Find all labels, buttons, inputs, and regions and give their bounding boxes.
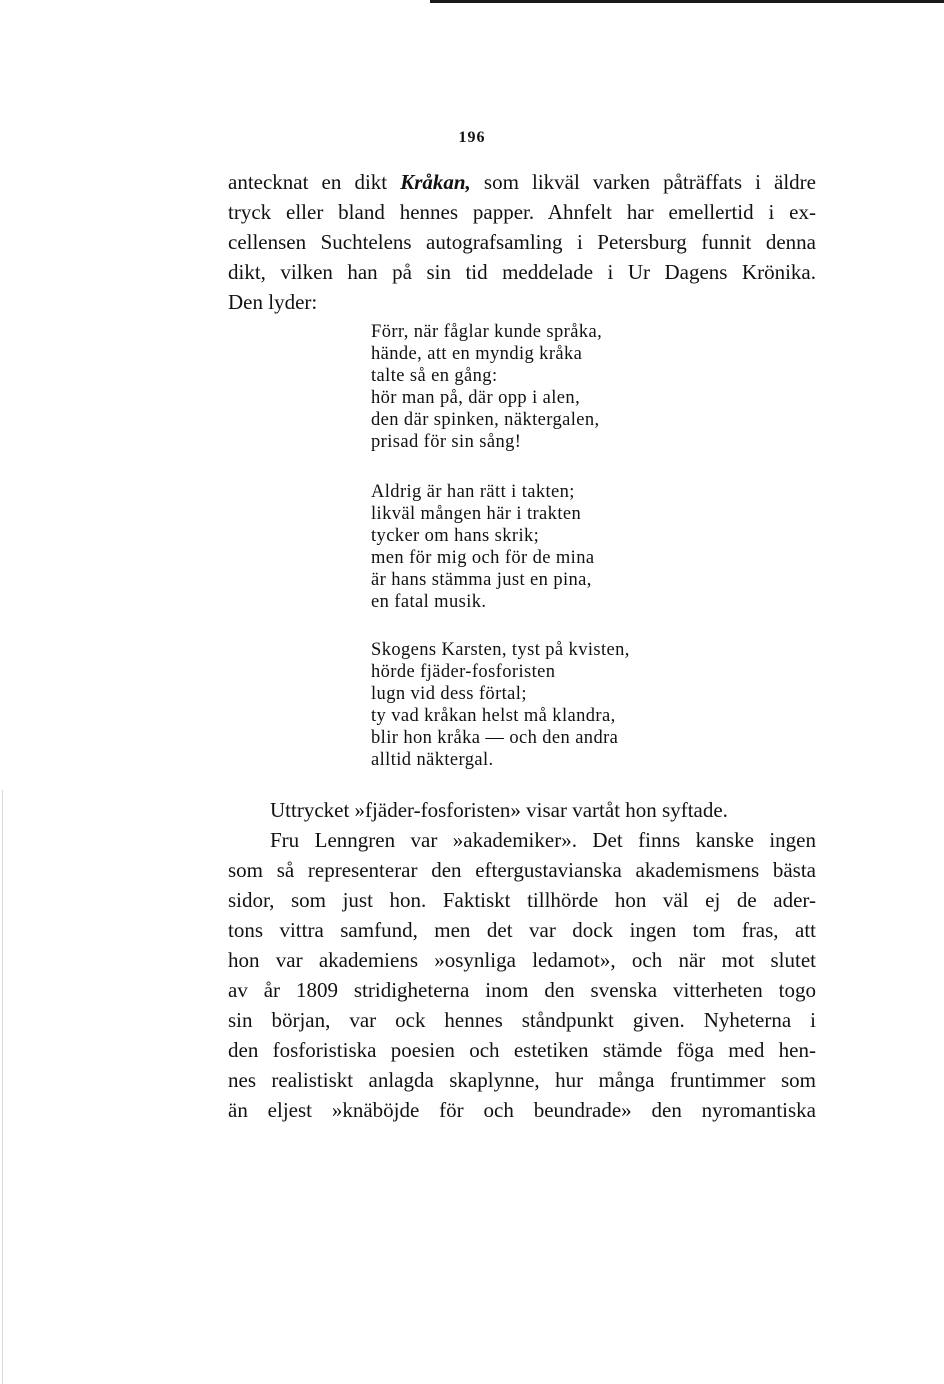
poem-stanza-1 <box>371 321 711 453</box>
poem-line: men för mig och för de mina <box>371 548 595 568</box>
poem-line: tycker om hans skrik; <box>371 526 540 546</box>
poem-line: talte så en gång: <box>371 366 498 386</box>
intro-paragraph <box>228 167 816 317</box>
poem-line: lugn vid dess förtal; <box>371 684 527 704</box>
closing-line-5: tons vittra samfund, men det var dock ingen tom fras, att <box>228 918 816 942</box>
closing-line-11: än eljest »knäböjde för och beundrade» den nyromantiska <box>228 1098 816 1122</box>
closing-line-2: Fru Lenngren var »akademiker». Det finns kanske ingen <box>270 828 816 852</box>
top-edge-rule <box>430 0 944 3</box>
closing-line-10: nes realistiskt anlagda skaplynne, hur många fruntimmer som <box>228 1068 816 1092</box>
poem-line: en fatal musik. <box>371 592 487 612</box>
poem-line: Skogens Karsten, tyst på kvisten, <box>371 640 630 660</box>
poem-line: hör man på, där opp i alen, <box>371 388 581 408</box>
closing-line-3: som så representerar den eftergustavianska akademismens bästa <box>228 858 816 882</box>
poem-line: Aldrig är han rätt i takten; <box>371 482 575 502</box>
poem-line: alltid näktergal. <box>371 750 494 770</box>
poem-line: blir hon kråka — och den andra <box>371 728 619 748</box>
poem-stanza-2 <box>371 481 711 613</box>
poem-line: den där spinken, näktergalen, <box>371 410 600 430</box>
poem-stanza-3 <box>371 639 711 771</box>
poem-line: hörde fjäder-fosforisten <box>371 662 556 682</box>
page-number: 196 <box>458 129 486 146</box>
closing-paragraphs <box>228 795 816 1125</box>
intro-line-4: dikt, vilken han på sin tid meddelade i Ur Dagens Krönika. <box>228 260 816 284</box>
poem-line: likväl mången här i trakten <box>371 504 582 524</box>
closing-line-9: den fosforistiska poesien och estetiken stämde föga med hen- <box>228 1038 816 1062</box>
closing-line-4: sidor, som just hon. Faktiskt tillhörde hon väl ej de ader- <box>228 888 816 912</box>
intro-line-5: Den lyder: <box>228 290 318 314</box>
closing-line-8: sin början, var ock hennes ståndpunkt given. Nyheterna i <box>228 1008 816 1032</box>
intro-line-1-start: antecknat en dikt <box>228 170 401 194</box>
page-edge-shadow <box>2 790 3 1384</box>
intro-line-3: cellensen Suchtelens autografsamling i Petersburg funnit denna <box>228 230 816 254</box>
intro-line-2: tryck eller bland hennes papper. Ahnfelt har emellertid i ex- <box>228 200 816 224</box>
poem-line: ty vad kråkan helst må klandra, <box>371 706 616 726</box>
closing-line-6: hon var akademiens »osynliga ledamot», och när mot slutet <box>228 948 816 972</box>
intro-line-1-end: som likväl varken påträffats i äldre <box>470 170 816 194</box>
closing-line-1: Uttrycket »fjäder-fosforisten» visar vartåt hon syftade. <box>270 798 728 822</box>
intro-line-1 <box>228 167 816 197</box>
closing-line-7: av år 1809 stridigheterna inom den svenska vitterheten togo <box>228 978 816 1002</box>
poem-line: är hans stämma just en pina, <box>371 570 592 590</box>
poem-line: prisad för sin sång! <box>371 432 522 452</box>
poem-line: Förr, när fåglar kunde språka, <box>371 322 603 342</box>
poem-title-emphasis: Kråkan, <box>400 170 471 194</box>
poem-line: hände, att en myndig kråka <box>371 344 583 364</box>
